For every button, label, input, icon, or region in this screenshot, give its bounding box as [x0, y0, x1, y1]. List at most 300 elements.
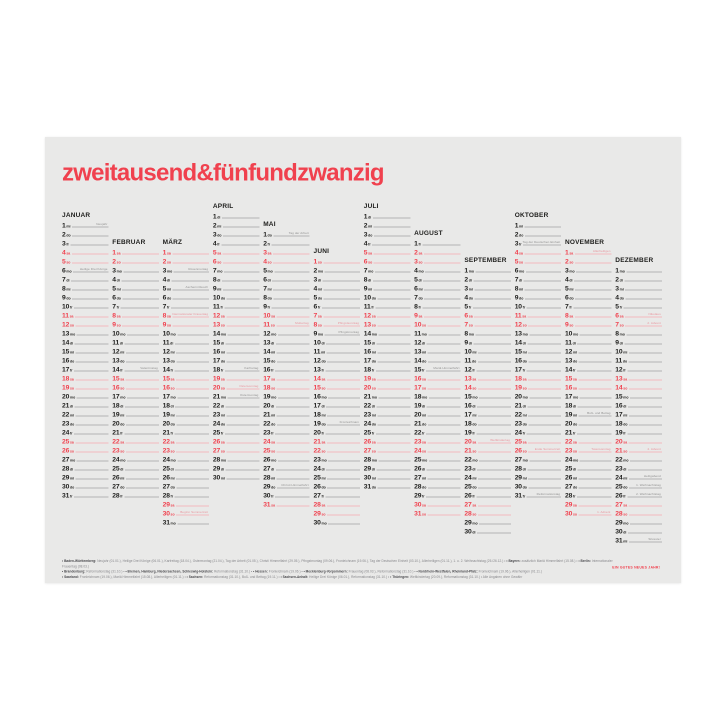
- weekday-abbr: di: [569, 279, 573, 283]
- day-number: 2: [62, 230, 66, 238]
- day-number: 27: [615, 500, 623, 508]
- day-number: 3: [615, 284, 619, 292]
- day-number: 17: [565, 392, 573, 400]
- note-line: [225, 470, 259, 471]
- weekday-abbr: so: [170, 387, 175, 391]
- note-line: [428, 389, 461, 390]
- day-cell: [314, 312, 361, 321]
- weekday-abbr: fr: [371, 306, 374, 310]
- day-cell: [414, 258, 461, 267]
- day-number: 2: [615, 275, 619, 283]
- day-number: 12: [112, 347, 120, 355]
- day-number: 17: [514, 365, 522, 373]
- weekday-abbr: di: [69, 342, 74, 346]
- weekday-abbr: so: [371, 450, 376, 454]
- note-line: [629, 506, 662, 507]
- weekday-abbr: mo: [321, 522, 327, 526]
- weekday-abbr: mi: [120, 351, 125, 355]
- day-number: 6: [162, 293, 167, 301]
- note-line: [376, 371, 411, 372]
- weekday-abbr: di: [623, 405, 627, 409]
- day-number: 9: [212, 284, 217, 292]
- day-number: 1: [414, 239, 418, 247]
- note-line: [527, 434, 562, 435]
- note-line: [528, 448, 561, 453]
- note-line: [527, 407, 561, 408]
- weekday-abbr: fr: [472, 495, 475, 499]
- day-cell: [615, 285, 662, 294]
- weekday-abbr: do: [522, 486, 527, 490]
- note-line: [76, 362, 109, 363]
- day-cell: [615, 267, 662, 276]
- note-line: [474, 317, 511, 318]
- day-number: 2: [313, 266, 318, 274]
- day-number: 12: [464, 365, 472, 373]
- weekday-abbr: do: [69, 423, 75, 427]
- note-line: [226, 353, 259, 354]
- weekday-abbr: mo: [522, 459, 528, 463]
- note-line: [574, 281, 612, 282]
- weekday-abbr: di: [472, 405, 476, 409]
- note-line: [72, 263, 109, 264]
- day-cell: [112, 312, 159, 321]
- day-number: 9: [62, 293, 66, 301]
- note-line: [377, 380, 410, 381]
- day-number: 31: [162, 518, 170, 526]
- day-number: 20: [514, 392, 522, 400]
- day-number: 2: [212, 221, 217, 229]
- note-line: [422, 308, 460, 309]
- weekday-abbr: sa: [321, 504, 326, 508]
- weekday-abbr: mo: [371, 459, 378, 463]
- weekday-abbr: di: [120, 405, 124, 409]
- weekday-abbr: mo: [66, 270, 72, 274]
- day-number: 18: [62, 374, 70, 382]
- day-number: 30: [162, 509, 170, 517]
- weekday-abbr: do: [519, 297, 524, 301]
- weekday-abbr: fr: [619, 306, 623, 310]
- weekday-abbr: sa: [371, 378, 376, 382]
- note-line: [223, 263, 260, 264]
- weekday-abbr: sa: [66, 252, 71, 256]
- weekday-abbr: do: [170, 360, 175, 364]
- weekday-abbr: sa: [569, 252, 574, 256]
- note-line: [376, 470, 410, 471]
- day-number: 16: [414, 374, 422, 382]
- day-cell: [615, 312, 662, 321]
- day-cell: [615, 303, 662, 312]
- note-line: [476, 497, 511, 498]
- day-number: 13: [212, 320, 221, 328]
- weekday-abbr: do: [572, 486, 578, 490]
- weekday-abbr: mo: [472, 396, 478, 400]
- day-cell: [163, 294, 210, 303]
- weekday-abbr: sa: [623, 378, 628, 382]
- note-line: [629, 448, 662, 453]
- weekday-abbr: fr: [267, 306, 271, 310]
- note-line: [379, 335, 411, 336]
- weekday-abbr: do: [619, 297, 624, 301]
- note-line: [175, 371, 210, 372]
- weekday-abbr: sa: [418, 252, 423, 256]
- day-cell: [213, 213, 260, 222]
- note-line: [575, 326, 612, 327]
- holiday-note: Pfingstsonntag: [337, 322, 359, 325]
- note-line: [626, 335, 661, 336]
- day-number: 18: [212, 365, 221, 373]
- day-number: 16: [565, 383, 573, 391]
- day-number: 9: [565, 320, 569, 328]
- day-number: 28: [112, 491, 120, 499]
- note-line: [629, 389, 662, 390]
- note-line: [76, 389, 109, 390]
- day-number: 26: [565, 473, 573, 481]
- weekday-abbr: sa: [69, 315, 74, 319]
- weekday-abbr: sa: [166, 315, 171, 319]
- day-number: 3: [62, 239, 66, 247]
- note-line: [527, 308, 562, 309]
- day-number: 24: [414, 446, 422, 454]
- day-number: 30: [212, 473, 221, 481]
- day-number: 4: [414, 266, 418, 274]
- day-number: 27: [212, 446, 221, 454]
- weekday-abbr: so: [468, 324, 473, 328]
- note-line: [77, 335, 109, 336]
- weekday-abbr: di: [623, 468, 627, 472]
- weekday-abbr: mo: [623, 522, 629, 526]
- day-number: 26: [363, 437, 372, 445]
- day-cell: [464, 267, 511, 276]
- note-line: [428, 416, 461, 417]
- note-line: [176, 416, 209, 417]
- weekday-abbr: so: [368, 261, 373, 265]
- note-line: [177, 461, 209, 462]
- day-number: 2: [162, 257, 167, 265]
- note-line: [478, 353, 511, 354]
- day-number: 1: [514, 221, 519, 229]
- note-line: [173, 286, 210, 291]
- note-line: [377, 416, 410, 417]
- note-line: [327, 506, 360, 507]
- month-header-mai: MAI: [263, 220, 276, 228]
- note-line: [424, 254, 461, 255]
- note-line: [379, 398, 411, 399]
- day-number: 26: [62, 446, 70, 454]
- note-line: [327, 353, 360, 354]
- weekday-abbr: mi: [116, 288, 121, 292]
- note-line: [624, 281, 662, 282]
- note-line: [629, 515, 662, 516]
- note-line: [325, 272, 360, 273]
- day-number: 18: [514, 374, 522, 382]
- day-number: 12: [615, 365, 623, 373]
- day-number: 13: [112, 356, 120, 364]
- day-number: 19: [162, 410, 170, 418]
- weekday-abbr: fr: [371, 432, 375, 436]
- day-number: 13: [62, 329, 70, 337]
- day-number: 3: [514, 239, 519, 247]
- note-line: [373, 218, 411, 219]
- day-number: 28: [615, 509, 623, 517]
- note-line: [327, 479, 360, 480]
- holiday-note: Tag der Deutschen Einheit: [522, 241, 561, 244]
- weekday-abbr: mo: [220, 333, 227, 337]
- weekday-abbr: fr: [220, 432, 224, 436]
- weekday-abbr: mi: [220, 351, 225, 355]
- weekday-abbr: di: [472, 468, 476, 472]
- day-cell: [163, 267, 210, 276]
- note-line: [328, 398, 360, 399]
- weekday-abbr: sa: [368, 252, 373, 256]
- day-number: 11: [162, 338, 170, 346]
- day-number: 20: [162, 419, 170, 427]
- day-number: 1: [162, 248, 167, 256]
- note-line: [478, 425, 511, 426]
- note-line: [126, 389, 159, 390]
- day-number: 24: [212, 419, 221, 427]
- note-line: [375, 308, 410, 309]
- note-line: [627, 434, 662, 435]
- weekday-abbr: sa: [623, 441, 628, 445]
- weekday-abbr: sa: [522, 315, 527, 319]
- day-cell: [213, 267, 260, 276]
- weekday-abbr: do: [572, 423, 578, 427]
- day-cell: [414, 321, 461, 330]
- weekday-abbr: mo: [422, 459, 428, 463]
- note-line: [527, 371, 562, 372]
- day-number: 26: [112, 473, 120, 481]
- note-line: [322, 281, 360, 282]
- weekday-abbr: mo: [267, 270, 273, 274]
- day-number: 25: [565, 464, 573, 472]
- weekday-abbr: so: [321, 387, 326, 391]
- day-number: 19: [313, 419, 321, 427]
- note-line: [122, 263, 159, 264]
- weekday-abbr: mo: [321, 459, 327, 463]
- day-number: 11: [62, 311, 69, 319]
- note-line: [377, 389, 410, 390]
- note-line: [579, 479, 612, 480]
- note-line: [276, 470, 310, 471]
- note-line: [126, 443, 159, 444]
- weekday-abbr: mi: [371, 351, 376, 355]
- day-number: 29: [363, 464, 372, 472]
- weekday-abbr: do: [120, 360, 125, 364]
- note-line: [172, 281, 210, 282]
- day-number: 31: [62, 491, 70, 499]
- note-line: [171, 313, 209, 318]
- day-number: 11: [615, 356, 623, 364]
- note-line: [272, 281, 310, 282]
- day-number: 6: [112, 293, 116, 301]
- note-line: [525, 227, 562, 228]
- day-number: 7: [162, 302, 167, 310]
- note-line: [629, 425, 662, 426]
- note-line: [322, 308, 360, 309]
- weekday-abbr: so: [522, 387, 527, 391]
- weekday-abbr: sa: [271, 504, 276, 508]
- note-line: [225, 434, 260, 435]
- day-cell: [615, 348, 662, 357]
- day-number: 30: [414, 500, 422, 508]
- note-line: [277, 380, 310, 381]
- note-line: [478, 416, 511, 417]
- weekday-abbr: mi: [519, 225, 524, 229]
- day-number: 27: [464, 500, 472, 508]
- note-line: [327, 421, 360, 426]
- weekday-abbr: mi: [368, 225, 373, 229]
- day-cell: [565, 267, 612, 276]
- note-line: [127, 398, 159, 399]
- day-cell: [263, 276, 310, 285]
- note-line: [629, 353, 662, 354]
- day-number: 10: [162, 329, 170, 337]
- month-header-april: APRIL: [212, 202, 234, 210]
- note-line: [328, 524, 360, 525]
- note-line: [580, 398, 612, 399]
- day-cell: [414, 267, 461, 276]
- day-number: 8: [112, 311, 116, 319]
- note-line: [629, 484, 662, 489]
- day-number: 21: [212, 392, 221, 400]
- holiday-note: Christi Himmelfahrt: [281, 484, 309, 487]
- note-line: [122, 290, 159, 291]
- day-number: 16: [464, 401, 472, 409]
- holiday-note: Ostersonntag: [239, 385, 259, 388]
- weekday-abbr: sa: [170, 441, 175, 445]
- note-line: [224, 272, 259, 273]
- weekday-abbr: di: [572, 342, 576, 346]
- note-line: [479, 461, 511, 462]
- note-line: [326, 407, 360, 408]
- note-line: [374, 236, 410, 237]
- note-line: [630, 524, 662, 525]
- day-number: 29: [212, 464, 221, 472]
- note-line: [122, 299, 158, 300]
- day-number: 1: [112, 248, 116, 256]
- weekday-abbr: di: [166, 279, 171, 283]
- day-cell: [565, 303, 612, 312]
- weekday-abbr: di: [623, 531, 627, 535]
- note-line: [578, 380, 611, 381]
- note-line: [225, 407, 259, 408]
- weekday-abbr: so: [371, 387, 376, 391]
- weekday-abbr: fr: [522, 495, 526, 499]
- day-cell: [314, 303, 361, 312]
- note-line: [525, 236, 561, 237]
- day-number: 20: [313, 428, 321, 436]
- weekday-abbr: mo: [170, 459, 176, 463]
- weekday-abbr: so: [116, 324, 121, 328]
- day-cell: [112, 294, 159, 303]
- day-cell: [615, 321, 662, 330]
- day-number: 17: [363, 356, 372, 364]
- day-number: 2: [565, 257, 569, 265]
- note-line: [474, 326, 511, 327]
- weekday-abbr: mi: [69, 477, 75, 481]
- note-line: [75, 407, 109, 408]
- holiday-note: 4. Advent: [647, 448, 661, 451]
- note-line: [176, 506, 209, 507]
- weekday-abbr: mi: [572, 477, 578, 481]
- weekday-abbr: mo: [572, 396, 579, 400]
- note-line: [173, 263, 210, 264]
- note-line: [226, 452, 259, 453]
- weekday-abbr: sa: [69, 441, 74, 445]
- weekday-abbr: di: [170, 342, 174, 346]
- weekday-abbr: do: [371, 486, 377, 490]
- note-line: [127, 461, 159, 462]
- weekday-abbr: do: [116, 297, 121, 301]
- day-number: 6: [62, 266, 66, 274]
- note-line: [527, 470, 561, 471]
- weekday-abbr: fr: [271, 369, 274, 373]
- weekday-abbr: mi: [267, 288, 272, 292]
- note-line: [428, 326, 461, 327]
- day-number: 29: [615, 518, 623, 526]
- weekday-abbr: mi: [422, 414, 427, 418]
- day-number: 7: [112, 302, 116, 310]
- note-line: [327, 488, 360, 489]
- day-cell: [515, 303, 562, 312]
- note-line: [74, 308, 109, 309]
- weekday-abbr: mi: [371, 414, 376, 418]
- note-line: [377, 479, 410, 480]
- day-cell: [213, 474, 260, 483]
- day-cell: [364, 222, 411, 231]
- weekday-abbr: mi: [418, 288, 423, 292]
- day-number: 2: [464, 275, 469, 283]
- month-header-juni: JUNI: [313, 247, 330, 255]
- day-cell: [163, 249, 210, 258]
- weekday-abbr: di: [572, 468, 577, 472]
- weekday-abbr: do: [271, 360, 276, 364]
- note-line: [428, 488, 461, 489]
- weekday-abbr: sa: [623, 504, 628, 508]
- note-line: [75, 380, 108, 381]
- day-number: 26: [615, 491, 623, 499]
- day-number: 20: [212, 383, 221, 391]
- note-line: [226, 317, 259, 318]
- day-number: 21: [313, 437, 321, 445]
- note-line: [473, 308, 511, 309]
- note-line: [275, 371, 310, 372]
- weekday-abbr: so: [170, 513, 175, 517]
- note-line: [277, 479, 310, 480]
- note-line: [172, 254, 209, 255]
- weekday-abbr: di: [572, 405, 577, 409]
- weekday-abbr: mi: [522, 414, 527, 418]
- weekday-abbr: sa: [317, 315, 322, 319]
- day-number: 10: [514, 302, 522, 310]
- day-number: 10: [212, 293, 221, 301]
- weekday-abbr: mi: [120, 477, 125, 481]
- day-number: 5: [414, 275, 418, 283]
- day-number: 27: [62, 455, 70, 463]
- weekday-abbr: sa: [418, 315, 423, 319]
- weekday-abbr: sa: [468, 315, 473, 319]
- note-line: [76, 326, 109, 327]
- note-line: [177, 398, 209, 399]
- day-cell: [163, 303, 210, 312]
- note-line: [225, 308, 260, 309]
- note-line: [528, 389, 561, 390]
- day-number: 19: [363, 374, 372, 382]
- day-number: 21: [464, 446, 472, 454]
- day-number: 7: [615, 320, 619, 328]
- day-number: 9: [363, 284, 368, 292]
- holiday-note: Pfingstmontag: [338, 331, 359, 334]
